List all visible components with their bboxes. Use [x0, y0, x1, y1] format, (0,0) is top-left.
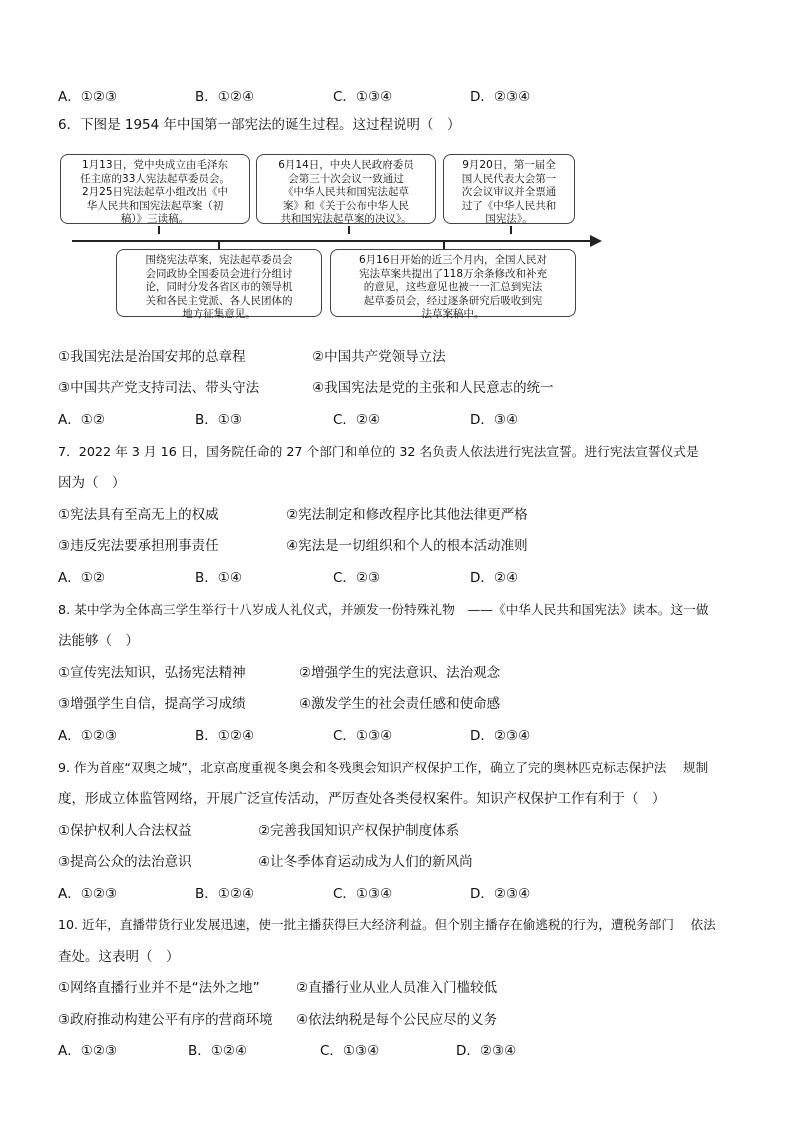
q8-stem-line2: 法能够（ ）	[58, 633, 139, 649]
q8-stem-line1: 8. 某中学为全体高三学生举行十八岁成人礼仪式，并颁发一份特殊礼物 ——《中华人民共和国宪法》读本。这一做	[58, 602, 709, 617]
option-a[interactable]: A．①②③	[58, 1043, 118, 1059]
statement-2: ②完善我国知识产权保护制度体系	[258, 823, 460, 839]
timeline-box-jan: 1月13日，党中央成立由毛泽东 任主席的33人宪法起草委员会。 2月25日宪法起草小组改出《中 华人民共和国宪法起草案（初 稿）》三读稿。	[60, 154, 250, 224]
statement-1: ①宣传宪法知识，弘扬宪法精神	[58, 665, 246, 681]
statement-3: ③中国共产党支持司法、带头守法	[58, 380, 260, 396]
statement-4: ④激发学生的社会责任感和使命感	[299, 696, 501, 712]
option-d[interactable]: D．②④	[470, 570, 519, 586]
option-c[interactable]: C．②③	[333, 570, 381, 586]
statement-3: ③违反宪法要承担刑事责任	[58, 538, 219, 554]
timeline-tick	[510, 226, 512, 234]
statement-1: ①保护权利人合法权益	[58, 823, 192, 839]
option-b[interactable]: B．①②④	[195, 728, 255, 744]
option-b[interactable]: B．①③	[195, 412, 242, 428]
q7-stem-line1: 7．2022 年 3 月 16 日，国务院任命的 27 个部门和单位的 32 名负责人依法进行宪法宣誓。进行宪法宣誓仪式是	[58, 444, 699, 459]
statement-1: ①网络直播行业并不是“法外之地”	[58, 980, 260, 996]
statement-1: ①宪法具有至高无上的权威	[58, 507, 219, 523]
q10-stem-line1: 10. 近年，直播带货行业发展迅速，使一批主播获得巨大经济利益。但个别主播存在偷逃税的行为，遭税务部门 依法	[58, 917, 716, 932]
statement-3: ③提高公众的法治意识	[58, 854, 192, 870]
statement-3: ③政府推动构建公平有序的营商环境	[58, 1012, 273, 1028]
q10-stem-line2: 查处。这表明（ ）	[58, 949, 180, 965]
statement-4: ④让冬季体育运动成为人们的新风尚	[258, 854, 473, 870]
option-d[interactable]: D．②③④	[456, 1043, 517, 1059]
option-c[interactable]: C．②④	[333, 412, 381, 428]
option-c[interactable]: C．①③④	[333, 886, 393, 902]
statement-1: ①我国宪法是治国安邦的总章程	[58, 349, 246, 365]
timeline-box-jun16: 6月16日开始的近三个月内，全国人民对 宪法草案共提出了118万余条修改和补充 的意见，这些意见也被一一汇总到宪法 起草委员会，经过逐条研究后吸收到宪 法草案稿中。	[330, 249, 576, 317]
statement-3: ③增强学生自信，提高学习成绩	[58, 696, 246, 712]
q9-stem-line1: 9. 作为首座“双奥之城”，北京高度重视冬奥会和冬残奥会知识产权保护工作，确立了完的奥林匹克标志保护法 规制	[58, 760, 709, 775]
option-a[interactable]: A．①②③	[58, 886, 118, 902]
option-a[interactable]: A．①②③	[58, 728, 118, 744]
statement-4: ④依法纳税是每个公民应尽的义务	[296, 1012, 498, 1028]
option-a[interactable]: A．①②	[58, 412, 105, 428]
option-b[interactable]: B．①②④	[195, 89, 255, 105]
statement-2: ②中国共产党领导立法	[312, 349, 446, 365]
option-d[interactable]: D．②③④	[470, 89, 531, 105]
option-d[interactable]: D．②③④	[470, 728, 531, 744]
statement-4: ④我国宪法是党的主张和人民意志的统一	[312, 380, 554, 396]
option-b[interactable]: B．①②④	[195, 886, 255, 902]
timeline-arrow-icon	[590, 235, 602, 247]
timeline-tick	[348, 226, 350, 234]
option-b[interactable]: B．①②④	[188, 1043, 248, 1059]
statement-4: ④宪法是一切组织和个人的根本活动准则	[286, 538, 528, 554]
timeline-tick	[158, 226, 160, 234]
option-d[interactable]: D．②③④	[470, 886, 531, 902]
q9-stem-line2: 度，形成立体监管网络，开展广泛宣传活动，严厉查处各类侵权案件。知识产权保护工作有利于（ ）	[58, 791, 666, 807]
option-c[interactable]: C．①③④	[333, 89, 393, 105]
option-c[interactable]: C．①③④	[320, 1043, 380, 1059]
q6-stem: 6．下图是 1954 年中国第一部宪法的诞生过程。这过程说明（ ）	[58, 117, 461, 133]
timeline-box-sep20: 9月20日，第一届全 国人民代表大会第一 次会议审议并全票通 过了《中华人民共和 国宪法》。	[443, 154, 575, 224]
statement-2: ②宪法制定和修改程序比其他法律更严格	[286, 507, 528, 523]
timeline-box-jun14: 6月14日，中央人民政府委员 会第三十次会议一致通过 《中华人民共和国宪法起草 案》和《关于公布中华人民 共和国宪法起草案的决议》。	[256, 154, 436, 224]
option-c[interactable]: C．①③④	[333, 728, 393, 744]
option-a[interactable]: A．①②	[58, 570, 105, 586]
option-d[interactable]: D．③④	[470, 412, 519, 428]
statement-2: ②增强学生的宪法意识、法治观念	[299, 665, 501, 681]
statement-2: ②直播行业从业人员准入门槛较低	[296, 980, 498, 996]
option-a[interactable]: A．①②③	[58, 89, 118, 105]
timeline-box-discussion: 围绕宪法草案，宪法起草委员会 会同政协全国委员会进行分组讨 论，同时分发各省区市的领导机 关和各民主党派、各人民团体的 地方征集意见。	[116, 249, 322, 317]
option-b[interactable]: B．①④	[195, 570, 242, 586]
constitution-timeline-diagram	[58, 150, 618, 320]
q7-stem-line2: 因为（ ）	[58, 475, 126, 491]
timeline-axis	[72, 240, 592, 242]
